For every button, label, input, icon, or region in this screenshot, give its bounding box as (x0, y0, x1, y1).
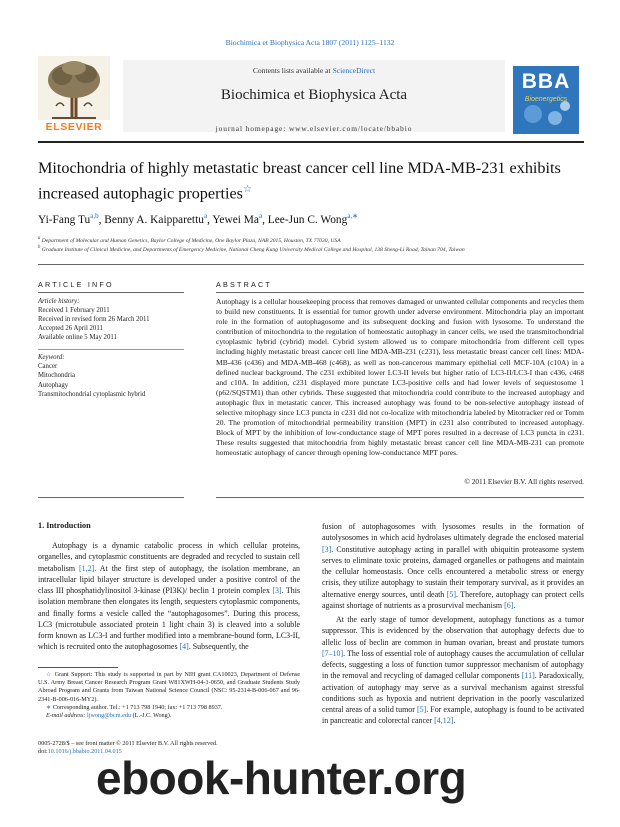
author-affiliation-marker[interactable]: a,b (90, 212, 99, 220)
issn-line: 0005-2728/$ – see front matter © 2011 Elsevier B.V. All rights reserved. (38, 740, 218, 747)
citation-reference-link[interactable]: [4,12] (434, 716, 454, 726)
homepage-prefix: journal homepage: (215, 124, 289, 133)
citation-reference-link[interactable]: [5] (416, 705, 427, 714)
author-affiliation-marker[interactable]: a (258, 212, 263, 220)
abstract-text: Autophagy is a cellular housekeeping process that removes damaged or unwanted cellular components and recycles them to build new constituents. It is essential for tumor growth under adverse environment. Mitochondria play an important role in the formation of autophagosome and its subsequent docking and fusion with lysosome. To understand the contribution of mitochondria to the regulation of homeostatic autophagy in cancer cells, we used the transmitochondrial cytoplasmic hybrid (cybrid) model. Cybrid system allowed us to compare mitochondria from different cell types including highly metastatic breast cancer cell line MDA-MB-231 (c231), less metastatic breast cancer cell lines: MDA-MB-436 (c436) and MDA-MB-468 (c468), as well as non-cancerous mammary epithelial cell MCF-10A (c10A) in a defined nuclear background. The c231 exhibited lower LC3-II levels but higher ratio of LC3-II/LC3-I than c436, c468 and c10A. In addition, c231 displayed more punctate LC3-positive cells and had lower levels of sequestosome 1 (p62/SQSTM1) than other cybrids. These suggested that mitochondria could contribute to the increased autophagy and autophagic flux in metastatic cancer. This increased autophagy was found to be non-selective autophagy instead of selective mitophagy since LC3 puncta in c231 did not co-localize with mitochondria labeled by Mitotracker red or Tomm 20. The promotion of mitochondrial permeability transition (MPT) in c231 also contributed to increased autophagy. Block of MPT by the inhibition of low-conductance stage of MPT pores resulted in a decrease of LC3 puncta in c231. These results suggested that mitochondria from highly metastatic breast cancer cell line MDA-MB-231 can promote homeostatic autophagy of cancer through opening low-conductance MPT pores. (216, 297, 584, 458)
citation-reference-link[interactable]: [3] (272, 586, 282, 595)
article-info-bottom-divider (38, 497, 184, 498)
email-link[interactable]: ljwong@bcm.edu (87, 712, 132, 720)
citation-reference-link[interactable]: [3] (322, 544, 332, 554)
abstract-bottom-divider (216, 497, 584, 498)
body-text: fusion of autophagosomes with lysosomes results in the formation of autolysosomes in which acid hydrolases ultimately degrade the enclosed material (322, 522, 584, 543)
body-text: . For example, autophagy is found to be activated in pancreatic and colorectal cancer (322, 705, 584, 726)
grant-footnote (38, 671, 300, 704)
citation-reference-link[interactable]: [11] (521, 671, 535, 681)
author-name: Lee-Jun C. Wong (267, 213, 348, 226)
body-column-right (322, 521, 584, 727)
title-star-icon[interactable]: ☆ (242, 184, 252, 195)
affiliation-a: $^a$ Department of Molecular and Human Genetics, Baylor College of Medicine, One Baylor Plaza, NAB 2015, Houston, TX 77030, USA (38, 236, 341, 244)
body-text: Autophagy is a dynamic catabolic process in which cellular proteins, organelles, and cytoplasmic constituents are degraded and recycled to sustain cell metabolism (38, 541, 300, 573)
author-name: Benny A. Kaipparettu (104, 213, 204, 226)
body-column-left (38, 540, 300, 653)
article-history (38, 297, 184, 342)
history-item: Received 1 February 2011 (38, 307, 110, 314)
contents-prefix: Contents lists available at (252, 66, 333, 75)
cover-title: BBA (521, 70, 571, 93)
citation-reference-link[interactable]: [1,2] (79, 563, 95, 573)
body-text: . (513, 600, 516, 610)
body-text: . This isolation membrane then elongates its length, sequesters cytoplasmic components, and finally forms a vesicle called the “autophagosomes”. During this process, LC3 (microtubule associated protein 1 light chain 3) is cleaved into a soluble form known as LC3-I and further modified into a membrane-bound form, LC3-II, which is recruited onto the autophagosomes (38, 586, 300, 652)
author-name: Yi-Fang Tu (38, 213, 91, 226)
author-list (38, 212, 584, 226)
corresponding-footnote-text: Corresponding author. Tel.: +1 713 798 1940; fax: +1 713 798 8937. (52, 703, 223, 711)
keyword-item: Transmitochondrial cytoplasmic hybrid (38, 390, 146, 398)
article-title-text: Mitochondria of highly metastatic breast cancer cell line MDA-MB-231 exhibits increased autophagic properties (38, 159, 561, 203)
affiliation-a-text: Department of Molecular and Human Genetics, Baylor College of Medicine, One Baylor Plaza, NAB 2015, Houston, TX 77030, USA (41, 237, 341, 244)
footnote-divider (38, 667, 118, 668)
body-text: . Paradoxically, activation of autophagy may serve as a survival mechanism against stressful conditions such as hypoxia and nutrient deprivation in the poorly vascularized central areas of a solid tumor (322, 671, 584, 714)
homepage-link[interactable]: www.elsevier.com/locate/bbabio (288, 124, 413, 133)
citation-reference-link[interactable]: [5] (446, 589, 456, 599)
history-item: Accepted 26 April 2011 (38, 325, 103, 332)
citation-reference-link[interactable]: [6] (504, 600, 514, 610)
citation-reference-link[interactable]: [7–10] (322, 648, 344, 658)
author-separator: , (262, 213, 268, 226)
body-text: . (453, 716, 456, 726)
author-affiliation-marker[interactable]: a,∗ (347, 212, 359, 220)
body-text: At the early stage of tumor development, autophagy functions as a tumor suppressor. This is evidenced by the observation that autophagy defects due to allelic loss of beclin are common in human ovarian, breast and prostate tumors (322, 615, 584, 647)
cover-subtitle: Bioenergetics (524, 96, 568, 103)
body-text: . Constitutive autophagy acting in parallel with ubiquitin proteasome system serves to eliminate toxic proteins, damaged organelles or pathogens and maintain the cellular homeostasis. Once cells encountered a metabolic stress or energy crisis, they utilize autophagy to sustain their temporary survival, as it provides an alternative energy sources, until death (322, 544, 584, 599)
author-affiliation-marker[interactable]: a (203, 212, 208, 220)
body-text: . At the first step of autophagy, the isolation membrane, an intracellular lipid bilayer structure is developed under a positive control of the class III phosphatidylinositol 3-kinase (PI3K)/ beclin 1 protein complex (38, 563, 300, 595)
footnotes (38, 671, 300, 720)
keywords-divider (38, 349, 184, 350)
email-footnote (38, 712, 300, 720)
journal-citation[interactable]: Biochimica et Biophysica Acta 1807 (2011) 1125–1132 (225, 38, 395, 47)
citation-reference-link[interactable]: [4] (179, 642, 189, 652)
header-divider (38, 141, 584, 143)
body-text: . Therefore, autophagy can protect cells against shortage of nutrients as a prosurvival mechanism (322, 589, 584, 610)
affiliation-b: $^b$ Graduate Institute of Clinical Medicine, and Departments of Emergency Medicine, National Cheng Kung University Medical College and Hospital, 138 Sheng-Li Road, Tainan 704, Taiwan (38, 245, 465, 253)
history-item: Received in revised form 26 March 2011 (38, 316, 150, 323)
elsevier-wordmark: ELSEVIER (45, 121, 103, 133)
abstract-heading: ABSTRACT (216, 280, 272, 289)
watermark-text: ebook-hunter.org (96, 752, 467, 804)
body-paragraph (38, 540, 300, 653)
grant-footnote-text: Grant Support: This study is supported in part by NIH grant CA10023, Department of Defense U.S. Army Breast Cancer Research Program Grant W81XWH-04-1-0650, and Graduate Students Study Abroad Program and Grants from Taiwan National Science Council (NSC: 95-2314-B-006-067 and 96-2341-B-006-016-MY2). (38, 671, 300, 703)
keywords (38, 353, 184, 399)
body-paragraph (322, 521, 584, 611)
body-text: . Subsequently, the (188, 642, 249, 652)
email-label: E-mail address: (46, 712, 88, 720)
corresponding-footnote (38, 704, 300, 712)
author-separator: , (98, 213, 105, 226)
copyright-notice: © 2011 Elsevier B.V. All rights reserved. (464, 477, 584, 486)
body-paragraph (322, 614, 584, 727)
affiliation-b-text: Graduate Institute of Clinical Medicine, and Departments of Emergency Medicine, National Cheng Kung University Medical College and Hospital, 138 Sheng-Li Road, Tainan 704, Taiwan (41, 246, 465, 253)
keyword-item: Mitochondria (38, 372, 75, 380)
abstract-divider (216, 292, 584, 293)
article-info-divider (38, 292, 184, 293)
email-suffix: (L.-J.C. Wong). (131, 712, 172, 720)
history-item: Available online 5 May 2011 (38, 334, 117, 341)
journal-title: Biochimica et Biophysica Acta (220, 87, 408, 103)
sciencedirect-link[interactable]: ScienceDirect (332, 66, 376, 75)
footnote-asterisk-icon: ∗ (46, 703, 52, 711)
author-name: Yewei Ma (212, 213, 259, 226)
article-title (38, 158, 584, 204)
author-separator: , (207, 213, 213, 226)
footnote-star-icon: ☆ (46, 671, 53, 678)
keyword-item: Autophagy (38, 381, 69, 389)
keywords-label: Keyword: (38, 354, 65, 361)
history-label: Article history: (38, 298, 80, 305)
doi-link[interactable]: 10.1016/j.bbabio.2011.04.015 (47, 748, 122, 756)
body-text: . The loss of essential role of autophagy causes the accumulation of cellular defects, suggesting a loss of function tumor suppressor mechanism of autophagy in the removal and recycling of damaged cellular components (322, 648, 584, 681)
doi-prefix: doi: (38, 748, 48, 756)
keyword-item: Cancer (38, 363, 58, 371)
article-info-heading: ARTICLE INFO (38, 280, 114, 289)
affiliation-divider (38, 264, 584, 265)
contents-availability (123, 66, 505, 75)
journal-homepage (123, 124, 505, 133)
section-heading-introduction: 1. Introduction (38, 521, 91, 530)
